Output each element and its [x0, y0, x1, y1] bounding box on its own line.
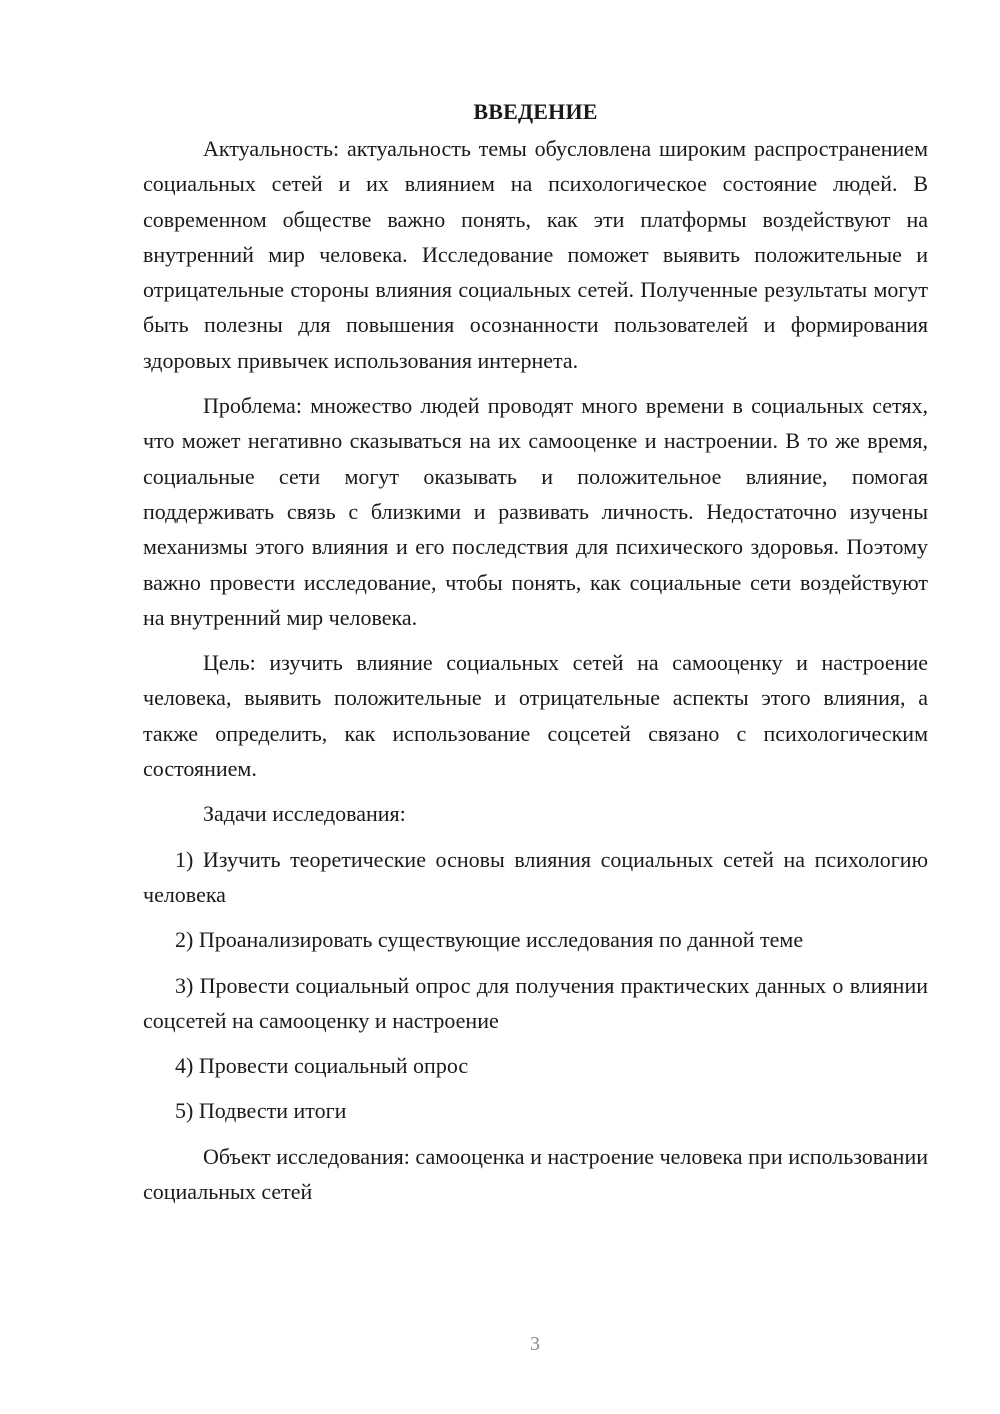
- task-item-3: 3) Провести социальный опрос для получения практических данных о влиянии соцсетей на самооценку и настроение: [143, 972, 928, 1033]
- paragraph-relevance: Актуальность: актуальность темы обусловлена широким распространением социальных сетей и их влиянием на психологическое состояние людей. В современном обществе важно понять, как эти платформы воздействуют на внутренний мир человека. Исследование поможет выявить положительные и отрицательные стороны влияния социальных сетей. Полученные результаты могут быть полезны для повышения осознанности пользователей и формирования здоровых привычек использования интернета.: [143, 136, 928, 373]
- paragraph-object: Объект исследования: самооценка и настроение человека при использовании социальных сетей: [143, 1143, 928, 1205]
- section-title: ВВЕДЕНИЕ: [473, 99, 598, 124]
- paragraph-goal: Цель: изучить влияние социальных сетей на самооценку и настроение человека, выявить положительные и отрицательные аспекты этого влияния, а также определить, как использование соцсетей связано с психологическим состоянием.: [143, 650, 928, 782]
- task-item-2: 2) Проанализировать существующие исследования по данной теме: [175, 927, 804, 953]
- page-number: 3: [530, 1333, 540, 1355]
- task-item-1: 1) Изучить теоретические основы влияния социальных сетей на психологию человека: [143, 846, 928, 907]
- paragraph-problem: Проблема: множество людей проводят много времени в социальных сетях, что может негативно сказываться на их самооценке и настроении. В то же время, социальные сети могут оказывать и положительное влияние, помогая поддерживать связь с близкими и развивать личность. Недостаточно изучены механизмы этого влияния и его последствия для психического здоровья. Поэтому важно провести исследование, чтобы понять, как социальные сети воздействуют на внутренний мир человека.: [143, 393, 928, 630]
- task-item-5: 5) Подвести итоги: [175, 1098, 347, 1124]
- paragraph-tasks-heading: Задачи исследования:: [203, 801, 406, 827]
- task-item-4: 4) Провести социальный опрос: [175, 1053, 469, 1079]
- document-page: [143, 94, 928, 1219]
